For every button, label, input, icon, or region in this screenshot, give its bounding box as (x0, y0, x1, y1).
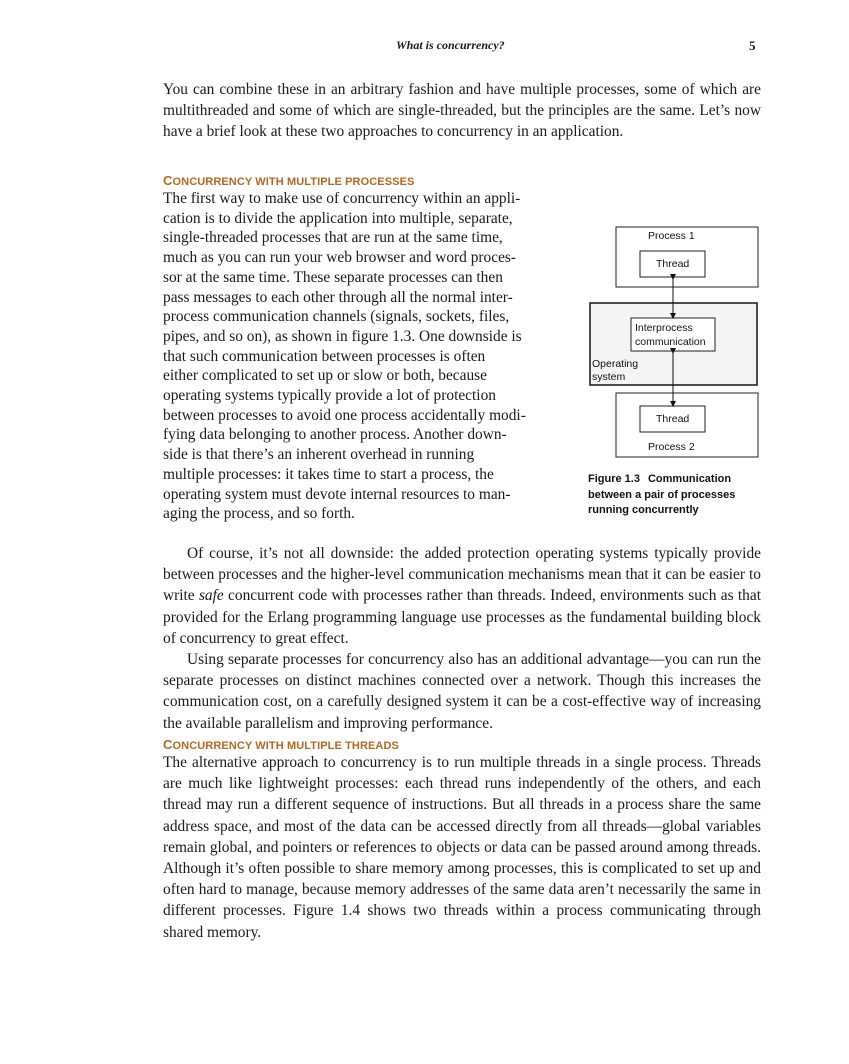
text-line: cation is to divide the application into multiple, separate, (163, 209, 513, 227)
page-number: 5 (749, 38, 756, 53)
processes-column-text (163, 189, 571, 524)
heading-initial: C (163, 173, 173, 188)
text-line: operating system must devote internal resources to man- (163, 485, 511, 503)
text-line: pipes, and so on), as shown in figure 1.3. One downside is (163, 327, 522, 345)
text-line: either complicated to set up or slow or both, because (163, 367, 487, 385)
text-line: fying data belonging to another process. Another down- (163, 426, 507, 444)
caption-text: Communication between a pair of processes running concurrently (588, 473, 736, 516)
emphasis-safe: safe (198, 587, 224, 605)
thread-1-label: Thread (656, 258, 690, 270)
ipc-label-line1: Interprocess (635, 322, 693, 334)
intro-paragraph: You can combine these in an arbitrary fashion and have multiple processes, some of which are multithreaded and some of which are single-threaded, but the principles are the same. Let’s now have a brief look at these two approaches to concurrency in an application. (163, 81, 761, 141)
section-heading-processes (163, 173, 414, 188)
thread-2-label: Thread (656, 413, 690, 425)
heading-rest: ONCURRENCY WITH MULTIPLE THREADS (172, 740, 399, 752)
os-label-line2: system (592, 371, 626, 383)
heading-initial: C (163, 737, 173, 752)
text-line: that such communication between processes is often (163, 347, 486, 365)
os-label-line1: Operating (592, 358, 639, 370)
para-text: Of course, it’s not all downside: the added protection operating systems typically provide between processes and the higher-level communication mechanisms mean that it can be easier to write (163, 545, 761, 605)
ipc-label-line2: communication (635, 336, 706, 348)
processes-continued-text (163, 543, 761, 734)
text-line: operating systems typically provide a lot of protection (163, 387, 496, 405)
figure-caption (588, 472, 768, 519)
text-line: single-threaded processes that are run at the same time, (163, 229, 503, 247)
text-line: pass messages to each other through all the normal inter- (163, 288, 513, 306)
text-line: process communication channels (signals, sockets, files, (163, 308, 510, 326)
text-line: sor at the same time. These separate processes can then (163, 268, 503, 286)
heading-rest: ONCURRENCY WITH MULTIPLE PROCESSES (172, 176, 415, 188)
running-head (0, 38, 849, 58)
paragraph-of-course (163, 543, 761, 649)
running-title: What is concurrency? (396, 38, 505, 52)
text-line: multiple processes: it takes time to start a process, the (163, 465, 494, 483)
text-line: much as you can run your web browser and word proces- (163, 249, 517, 267)
text-line: side is that there’s an inherent overhead in running (163, 446, 475, 464)
threads-paragraph: The alternative approach to concurrency is to run multiple threads in a single process. Threads are much like lightweight processes: each thread runs independently of the others, and each thread may run a different sequence of instructions. But all threads in a process share the same address space, and most of the data can be accessed directly from all threads—global variables remain global, and pointers or references to objects or data can be passed around among threads. Although it’s often possible to share memory among processes, this is complicated to set up and often hard to manage, because memory addresses of the same data aren’t necessarily the same in different processes. Figure 1.4 shows two threads within a process communicating through shared memory. (163, 754, 761, 941)
caption-number: Figure 1.3 (588, 473, 640, 485)
text-line: between processes to avoid one process accidentally modi- (163, 406, 526, 424)
text-line: aging the process, and so forth. (163, 505, 355, 523)
para-text: concurrent code with processes rather than threads. Indeed, environments such as that provided for the Erlang programming language use processes as the fundamental building block of concurrency to great effect. (163, 587, 761, 647)
process-1-label: Process 1 (648, 230, 695, 242)
text-line: The first way to make use of concurrency within an appli- (163, 190, 521, 207)
section-heading-threads (163, 737, 399, 752)
process-2-label: Process 2 (648, 441, 695, 453)
paragraph-separate-processes: Using separate processes for concurrency also has an additional advantage—you can run the separate processes on distinct machines connected over a network. Though this increases the communication cost, on a carefully designed system it can be a cost-effective way of increasing the available parallelism and improving performance. (163, 651, 761, 732)
